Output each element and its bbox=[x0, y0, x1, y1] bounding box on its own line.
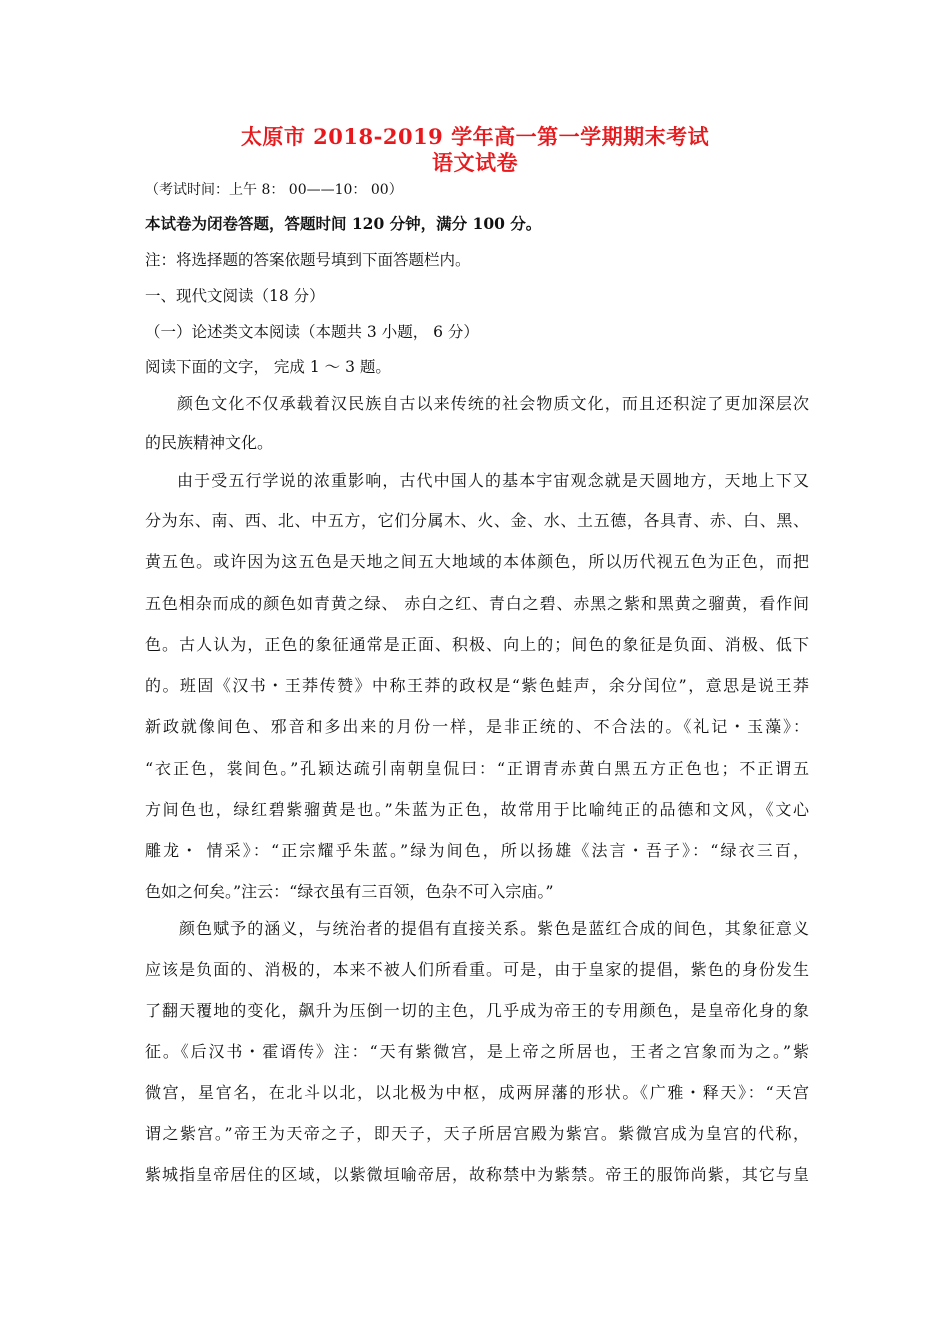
passage-line: 征。《后汉书・霍谞传》注：“天有紫微宫，是上帝之所居也，王者之宫象而为之。”紫 bbox=[145, 1042, 809, 1061]
exam-time: （考试时间：上午 8： 00——10： 00） bbox=[145, 182, 403, 198]
passage-line: 黄五色。或许因为这五色是天地之间五大地域的本体颜色，所以历代视五色为正色，而把 bbox=[145, 552, 809, 571]
passage-line: “衣正色，裳间色。”孔颖达疏引南朝皇侃曰：“正谓青赤黄白黑五方正色也；不正谓五 bbox=[145, 759, 809, 778]
passage-line: 紫城指皇帝居住的区域，以紫微垣喻帝居，故称禁中为紫禁。帝王的服饰尚紫，其它与皇 bbox=[145, 1165, 809, 1184]
passage-line: 方间色也，绿红碧紫骝黄是也。”朱蓝为正色，故常用于比喻纯正的品德和文风，《文心 bbox=[145, 800, 809, 819]
section-heading: 一、现代文阅读（18 分） bbox=[145, 287, 325, 305]
passage-line: 由于受五行学说的浓重影响，古代中国人的基本宇宙观念就是天圆地方，天地上下又 bbox=[177, 471, 809, 490]
passage-line: 应该是负面的、消极的，本来不被人们所看重。可是，由于皇家的提倡，紫色的身份发生 bbox=[145, 960, 809, 979]
reading-directions: 阅读下面的文字， 完成 1 ～ 3 题。 bbox=[145, 358, 391, 376]
passage-line: 色如之何矣。”注云：“绿衣虽有三百领，色杂不可入宗庙。” bbox=[145, 882, 554, 901]
exam-instructions: 本试卷为闭卷答题，答题时间 120 分钟，满分 100 分。 bbox=[145, 214, 542, 233]
passage-line: 颜色文化不仅承载着汉民族自古以来传统的社会物质文化，而且还积淀了更加深层次 bbox=[177, 394, 809, 413]
passage-line: 分为东、南、西、北、中五方，它们分属木、火、金、水、土五德，各具青、赤、白、黑、 bbox=[145, 511, 809, 530]
passage-line: 雕龙・ 情采》：“正宗耀乎朱蓝。”绿为间色，所以扬雄《法言・吾子》：“绿衣三百， bbox=[145, 841, 809, 860]
passage-line: 色。古人认为，正色的象征通常是正面、积极、向上的；间色的象征是负面、消极、低下 bbox=[145, 635, 809, 654]
passage-line: 新政就像间色、邪音和多出来的月份一样，是非正统的、不合法的。《礼记・玉藻》： bbox=[145, 717, 809, 736]
passage-line: 颜色赋予的涵义，与统治者的提倡有直接关系。紫色是蓝红合成的间色，其象征意义 bbox=[179, 919, 809, 938]
passage-line: 的民族精神文化。 bbox=[145, 433, 274, 452]
passage-line: 了翻天覆地的变化，飙升为压倒一切的主色，几乎成为帝王的专用颜色，是皇帝化身的象 bbox=[145, 1001, 809, 1020]
passage-line: 谓之紫宫。”帝王为天帝之子，即天子，天子所居宫殿为紫宫。紫微宫成为皇宫的代称， bbox=[145, 1124, 809, 1143]
exam-note: 注：将选择题的答案依题号填到下面答题栏内。 bbox=[145, 251, 471, 269]
passage-line: 的。班固《汉书・王莽传赞》中称王莽的政权是“紫色蛙声，余分闰位”，意思是说王莽 bbox=[145, 676, 809, 695]
subsection-heading: （一）论述类文本阅读（本题共 3 小题， 6 分） bbox=[145, 323, 479, 341]
exam-subtitle: 语文试卷 bbox=[432, 150, 518, 175]
passage-line: 微宫，星官名，在北斗以北，以北极为中枢，成两屏藩的形状。《广雅・释天》：“天宫 bbox=[145, 1083, 809, 1102]
exam-title: 太原市 2018-2019 学年高一第一学期期末考试 bbox=[240, 124, 710, 149]
passage-line: 五色相杂而成的颜色如青黄之绿、 赤白之红、青白之碧、赤黑之紫和黑黄之骝黄，看作间 bbox=[145, 594, 809, 613]
